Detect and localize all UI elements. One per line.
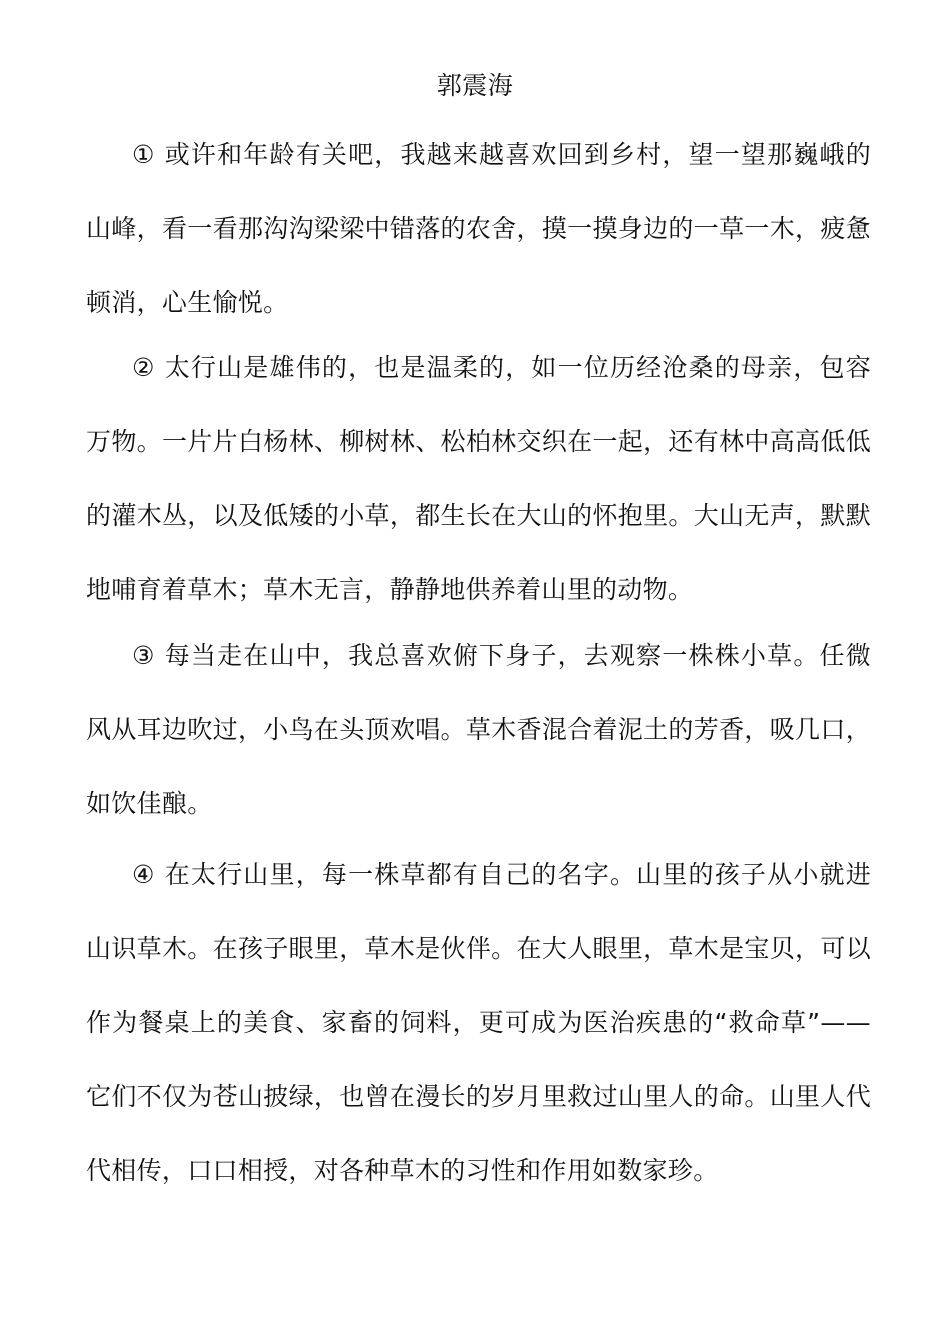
paragraph-4: ④ 在太行山里，每一株草都有自己的名字。山里的孩子从小就进山识草木。在孩子眼里，草木是伙伴。在大人眼里，草木是宝贝，可以作为餐桌上的美食、家畜的饲料，更可成为医治疾患的“救命草”——它们不仅为苍山披绿，也曾在漫长的岁月里救过山里人的命。山里人代代相传，口口相授，对各种草木的习性和作用如数家珍。 xyxy=(86,860,871,1185)
paragraph-3: ③ 每当走在山中，我总喜欢俯下身子，去观察一株株小草。任微风从耳边吹过，小鸟在头顶欢唱。草木香混合着泥土的芳香，吸几口，如饮佳酿。 xyxy=(86,641,871,818)
paragraph-1: ① 或许和年龄有关吧，我越来越喜欢回到乡村，望一望那巍峨的山峰，看一看那沟沟梁梁中错落的农舍，摸一摸身边的一草一木，疲惫顿消，心生愉悦。 xyxy=(86,140,871,317)
author-name: 郭震海 xyxy=(436,71,514,100)
paragraph-2: ② 太行山是雄伟的，也是温柔的，如一位历经沧桑的母亲，包容万物。一片片白杨林、柳树林、松柏林交织在一起，还有林中高高低低的灌木丛，以及低矮的小草，都生长在大山的怀抱里。大山无声，默默地哺育着草木；草木无言，静静地供养着山里的动物。 xyxy=(86,353,871,604)
